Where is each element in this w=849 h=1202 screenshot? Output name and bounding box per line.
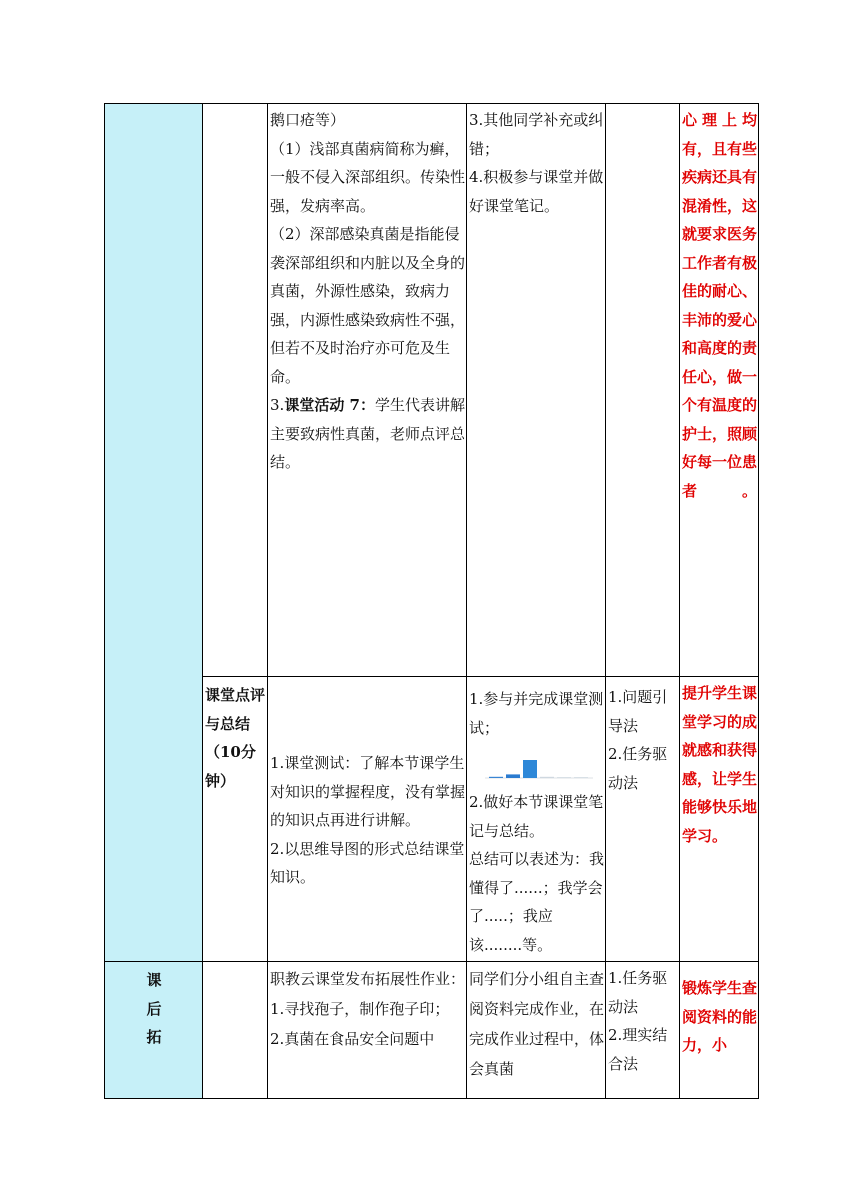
student-line: 3.其他同学补充或纠错； (469, 111, 604, 158)
stage-char: 后 (146, 999, 162, 1018)
chart-bar (557, 777, 571, 778)
teaching-content-cell (268, 677, 467, 962)
stage-char: 拓 (146, 1028, 162, 1046)
table-row (105, 677, 759, 962)
stage-cell (105, 962, 203, 1099)
chart-bar (506, 774, 520, 778)
quiz-result-bar-chart (483, 746, 595, 782)
phase-cell (203, 962, 268, 1099)
chart-bar (489, 777, 503, 778)
activity-prefix: 3. (270, 396, 285, 414)
method-cell (606, 962, 680, 1099)
content-line: 2.以思维导图的形式总结课堂知识。 (270, 839, 465, 886)
content-line: （2）深部感染真菌是指能侵袭深部组织和内脏以及全身的真菌，外源性感染，致病力强，内源性感染致病性不强，但若不及时治疗亦可危及生命。 (270, 225, 466, 386)
activity-text: 学生代表讲解主要致病性真菌，老师点评总结。 (270, 396, 466, 471)
method-line: 2.理实结合法 (608, 1026, 668, 1073)
stage-char: 课 (146, 971, 162, 989)
student-line: 1.参与并完成课堂测试； (469, 690, 604, 737)
content-line: （1）浅部真菌病简称为癣，一般不侵入深部组织。传染性强，发病率高。 (270, 139, 466, 215)
design-intent-cell: 提升学生课堂学习的成就感和获得感，让学生能够快乐地学习。 (680, 677, 759, 962)
student-line: 2.做好本节课课堂笔记与总结。 (469, 793, 604, 840)
content-line: 2.真菌在食品安全问题中 (270, 1030, 435, 1048)
student-line: 4.积极参与课堂并做好课堂笔记。 (469, 168, 604, 215)
phase-cell: 课堂点评与总结（10分钟） (203, 677, 268, 962)
lesson-plan-table (104, 103, 759, 1099)
teaching-content-cell (268, 962, 467, 1099)
phase-cell (203, 104, 268, 677)
activity-line (270, 391, 465, 477)
chart-bar (540, 777, 554, 778)
content-line: 1.寻找孢子，制作孢子印； (270, 1000, 450, 1018)
method-cell (606, 104, 680, 677)
student-activity-cell: 同学们分小组自主查阅资料完成作业，在完成作业过程中，体会真菌 (467, 962, 606, 1099)
activity-title: 课堂活动 7： (284, 396, 375, 414)
design-intent-cell: 心理上均有，且有些疾病还具有混淆性，这就要求医务工作者有极佳的耐心、丰沛的爱心和高度的责任心，做一个有温度的护士，照顾好每一位患者。 (680, 104, 759, 677)
student-activity-cell (467, 677, 606, 962)
content-line: 职教云课堂发布拓展性作业： (270, 970, 466, 988)
content-line: 鹅口疮等） (270, 111, 346, 129)
student-activity-cell (467, 104, 606, 677)
chart-bar (574, 777, 588, 778)
student-line: 总结可以表述为：我懂得了......；我学会了.....；我应该........等。 (469, 850, 605, 954)
method-line: 1.任务驱动法 (608, 969, 668, 1016)
method-line: 1.问题引导法 (608, 688, 668, 735)
table-row (105, 962, 759, 1099)
content-line: 1.课堂测试：了解本节课学生对知识的掌握程度，没有掌握的知识点再进行讲解。 (270, 754, 466, 829)
table-row (105, 104, 759, 677)
method-line: 2.任务驱动法 (608, 745, 668, 792)
method-cell (606, 677, 680, 962)
design-intent-cell: 锻炼学生查阅资料的能力，小 (680, 962, 759, 1099)
chart-bar (523, 760, 537, 778)
teaching-content-cell (268, 104, 467, 677)
stage-cell (105, 104, 203, 962)
